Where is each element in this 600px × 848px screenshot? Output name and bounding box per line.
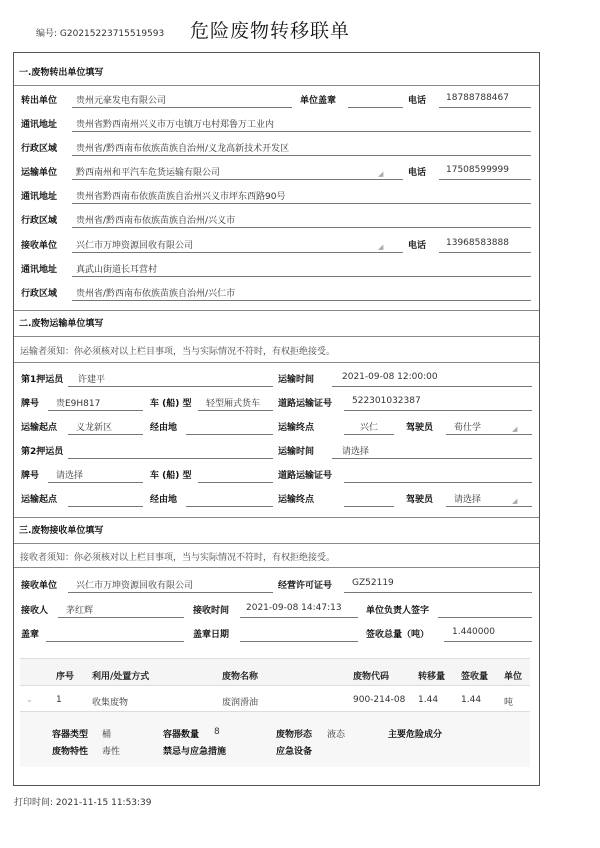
- form-title: 危险废物转移联单: [190, 20, 351, 42]
- producer-phone: 18788788467: [446, 93, 509, 103]
- responsible-sign-label: 单位负责人签字: [366, 606, 430, 616]
- address-label: 通讯地址: [21, 120, 58, 130]
- escort1-label: 第1押运员: [21, 375, 64, 385]
- producer-region-row: [14, 134, 539, 158]
- col-unit: 单位: [504, 672, 523, 682]
- escort1-value[interactable]: 许建平: [78, 375, 106, 385]
- form-number: 编号: G20215223715519593: [36, 29, 165, 39]
- section-title: 一.废物转出单位填写: [14, 60, 539, 86]
- receiver-label: 接收单位: [21, 241, 58, 251]
- cell-unit: 吨: [504, 698, 514, 708]
- region-label: 行政区域: [21, 144, 58, 154]
- vehicle2-row: [14, 461, 539, 485]
- resize-corner-icon: ◢: [378, 243, 384, 251]
- section-title: 三.废物接收单位填写: [14, 518, 539, 544]
- receive-time-value[interactable]: 2021-09-08 14:47:13: [246, 603, 342, 613]
- receiver-address-row: [14, 255, 539, 279]
- escort1-row: [14, 365, 539, 389]
- producer-region: 贵州省/黔西南布依族苗族自治州/义龙高新技术开发区: [76, 144, 290, 154]
- form-header: [0, 0, 600, 52]
- transporter-row: [14, 158, 539, 182]
- road-license-value[interactable]: 522301032387: [352, 396, 421, 406]
- start-label: 运输起点: [21, 495, 58, 505]
- route1-row: [14, 413, 539, 437]
- receiver-address: 真武山街道长耳营村: [76, 265, 158, 275]
- cell-received-qty: 1.44: [461, 695, 482, 705]
- waste-form-label: 废物形态: [276, 730, 313, 740]
- start-label: 运输起点: [21, 423, 58, 433]
- transporter-value[interactable]: 黔西南州和平汽车危货运输有限公司: [76, 168, 221, 178]
- print-time-value: 2021-11-15 11:53:39: [55, 798, 152, 808]
- permit-label: 经营许可证号: [278, 581, 333, 591]
- waste-property-value: 毒性: [102, 747, 121, 757]
- region-label: 行政区域: [21, 289, 58, 299]
- receive-time-label: 接收时间: [193, 606, 230, 616]
- section-receiver: [14, 518, 539, 544]
- plate-label: 牌号: [21, 399, 40, 409]
- producer-address-row: [14, 110, 539, 134]
- producer-label: 转出单位: [21, 96, 58, 106]
- col-received-qty: 签收量: [461, 672, 489, 682]
- waste-form-value: 液态: [327, 730, 346, 740]
- vehicle-type-label: 车 (船) 型: [150, 471, 192, 481]
- section-title: 二.废物运输单位填写: [14, 311, 539, 337]
- receive-unit-row: [14, 571, 539, 595]
- col-waste-code: 废物代码: [353, 672, 390, 682]
- cell-waste-code: 900-214-08: [353, 695, 406, 705]
- section-producer: [14, 60, 539, 86]
- driver-label: 驾驶员: [406, 495, 434, 505]
- transporter-region-row: [14, 206, 539, 230]
- resize-corner-icon: ◢: [512, 497, 518, 505]
- vehicle1-row: [14, 389, 539, 413]
- transport-time2-select[interactable]: 请选择: [342, 447, 370, 457]
- transporter-region: 贵州省/黔西南布依族苗族自治州/兴义市: [76, 216, 236, 226]
- receive-notice: 接收者须知：你必须核对以上栏目事项，当与实际情况不符时，有权拒绝接受。: [20, 553, 336, 563]
- container-type-label: 容器类型: [52, 730, 89, 740]
- transport-time-label: 运输时间: [278, 447, 315, 457]
- via-label: 经由地: [150, 423, 178, 433]
- col-waste-name: 废物名称: [222, 672, 259, 682]
- table-row[interactable]: [20, 686, 530, 712]
- cell-method: 收集废物: [92, 698, 129, 708]
- cell-index: 1: [56, 695, 62, 705]
- receiver-value[interactable]: 兴仁市万坤资源回收有限公司: [76, 241, 194, 251]
- transporter-address-row: [14, 182, 539, 206]
- start-value[interactable]: 义龙新区: [76, 423, 113, 433]
- address-label: 通讯地址: [21, 265, 58, 275]
- plate-value[interactable]: 贵E9H817: [56, 399, 101, 409]
- receiver-region-row: [14, 279, 539, 303]
- cell-waste-name: 废润滑油: [222, 698, 259, 708]
- vehicle-type-value[interactable]: 轻型厢式货车: [206, 399, 261, 409]
- end-value[interactable]: 兴仁: [360, 423, 379, 433]
- transporter-address: 贵州省黔西南布依族苗族自治州兴义市坪东西路90号: [76, 192, 286, 202]
- phone-label: 电话: [408, 168, 427, 178]
- emergency-measures-label: 禁忌与应急措施: [163, 747, 227, 757]
- col-transfer-qty: 转移量: [418, 672, 446, 682]
- section-transport: [14, 311, 539, 337]
- receiver-region: 贵州省/黔西南布依族苗族自治州/兴仁市: [76, 289, 236, 299]
- waste-detail-panel: [20, 712, 530, 767]
- transporter-label: 运输单位: [21, 168, 58, 178]
- driver2-select[interactable]: 请选择: [454, 495, 482, 505]
- producer-address: 贵州省黔西南州兴义市万屯镇万屯村郑鲁万工业内: [76, 120, 275, 130]
- receive-unit-value[interactable]: 兴仁市万坤资源回收有限公司: [76, 581, 194, 591]
- transport-time-value[interactable]: 2021-09-08 12:00:00: [342, 372, 438, 382]
- escort2-row: [14, 437, 539, 461]
- driver-value[interactable]: 荀仕学: [454, 423, 482, 433]
- col-method: 利用/处置方式: [92, 672, 150, 682]
- road-license-label: 道路运输证号: [278, 471, 333, 481]
- col-index: 序号: [56, 672, 75, 682]
- container-count-label: 容器数量: [163, 730, 200, 740]
- driver-label: 驾驶员: [406, 423, 434, 433]
- print-time-label: 打印时间:: [14, 798, 54, 808]
- vehicle-type-label: 车 (船) 型: [150, 399, 192, 409]
- expand-chevron-icon[interactable]: ⌄: [26, 695, 33, 704]
- producer-value: 贵州元豪发电有限公司: [76, 96, 167, 106]
- end-label: 运输终点: [278, 495, 315, 505]
- plate2-select[interactable]: 请选择: [56, 471, 84, 481]
- seal-label: 单位盖章: [300, 96, 337, 106]
- waste-property-label: 废物特性: [52, 747, 89, 757]
- container-type-value: 桶: [102, 730, 112, 740]
- total-label: 签收总量（吨）: [366, 630, 430, 640]
- permit-value[interactable]: GZ52119: [352, 578, 394, 588]
- receiver-row: [14, 231, 539, 255]
- end-label: 运输终点: [278, 423, 315, 433]
- print-time: [14, 795, 152, 808]
- transporter-phone: 17508599999: [446, 165, 509, 175]
- plate-label: 牌号: [21, 471, 40, 481]
- stamp-row: [14, 620, 539, 644]
- receiver-person-label: 接收人: [21, 606, 49, 616]
- cell-transfer-qty: 1.44: [418, 695, 439, 705]
- emergency-equipment-label: 应急设备: [276, 747, 313, 757]
- waste-table-header: [20, 658, 530, 686]
- stamp-date-label: 盖章日期: [193, 630, 230, 640]
- receiver-phone: 13968583888: [446, 238, 509, 248]
- receiver-person-row: [14, 596, 539, 620]
- resize-corner-icon: ◢: [512, 425, 518, 433]
- receiver-person-value[interactable]: 茅红辉: [66, 606, 94, 616]
- region-label: 行政区域: [21, 216, 58, 226]
- phone-label: 电话: [408, 241, 427, 251]
- road-license-label: 道路运输证号: [278, 399, 333, 409]
- transport-time-label: 运输时间: [278, 375, 315, 385]
- container-count-value: 8: [214, 727, 220, 737]
- via-label: 经由地: [150, 495, 178, 505]
- producer-row: [14, 86, 539, 110]
- transport-notice: 运输者须知：你必须核对以上栏目事项，当与实际情况不符时，有权拒绝接受。: [20, 347, 336, 357]
- phone-label: 电话: [408, 96, 427, 106]
- route2-row: [14, 485, 539, 509]
- escort2-label: 第2押运员: [21, 447, 64, 457]
- address-label: 通讯地址: [21, 192, 58, 202]
- main-component-label: 主要危险成分: [388, 730, 443, 740]
- total-value[interactable]: 1.440000: [452, 627, 495, 637]
- receive-unit-label: 接收单位: [21, 581, 58, 591]
- resize-corner-icon: ◢: [378, 170, 384, 178]
- stamp-label: 盖章: [21, 630, 40, 640]
